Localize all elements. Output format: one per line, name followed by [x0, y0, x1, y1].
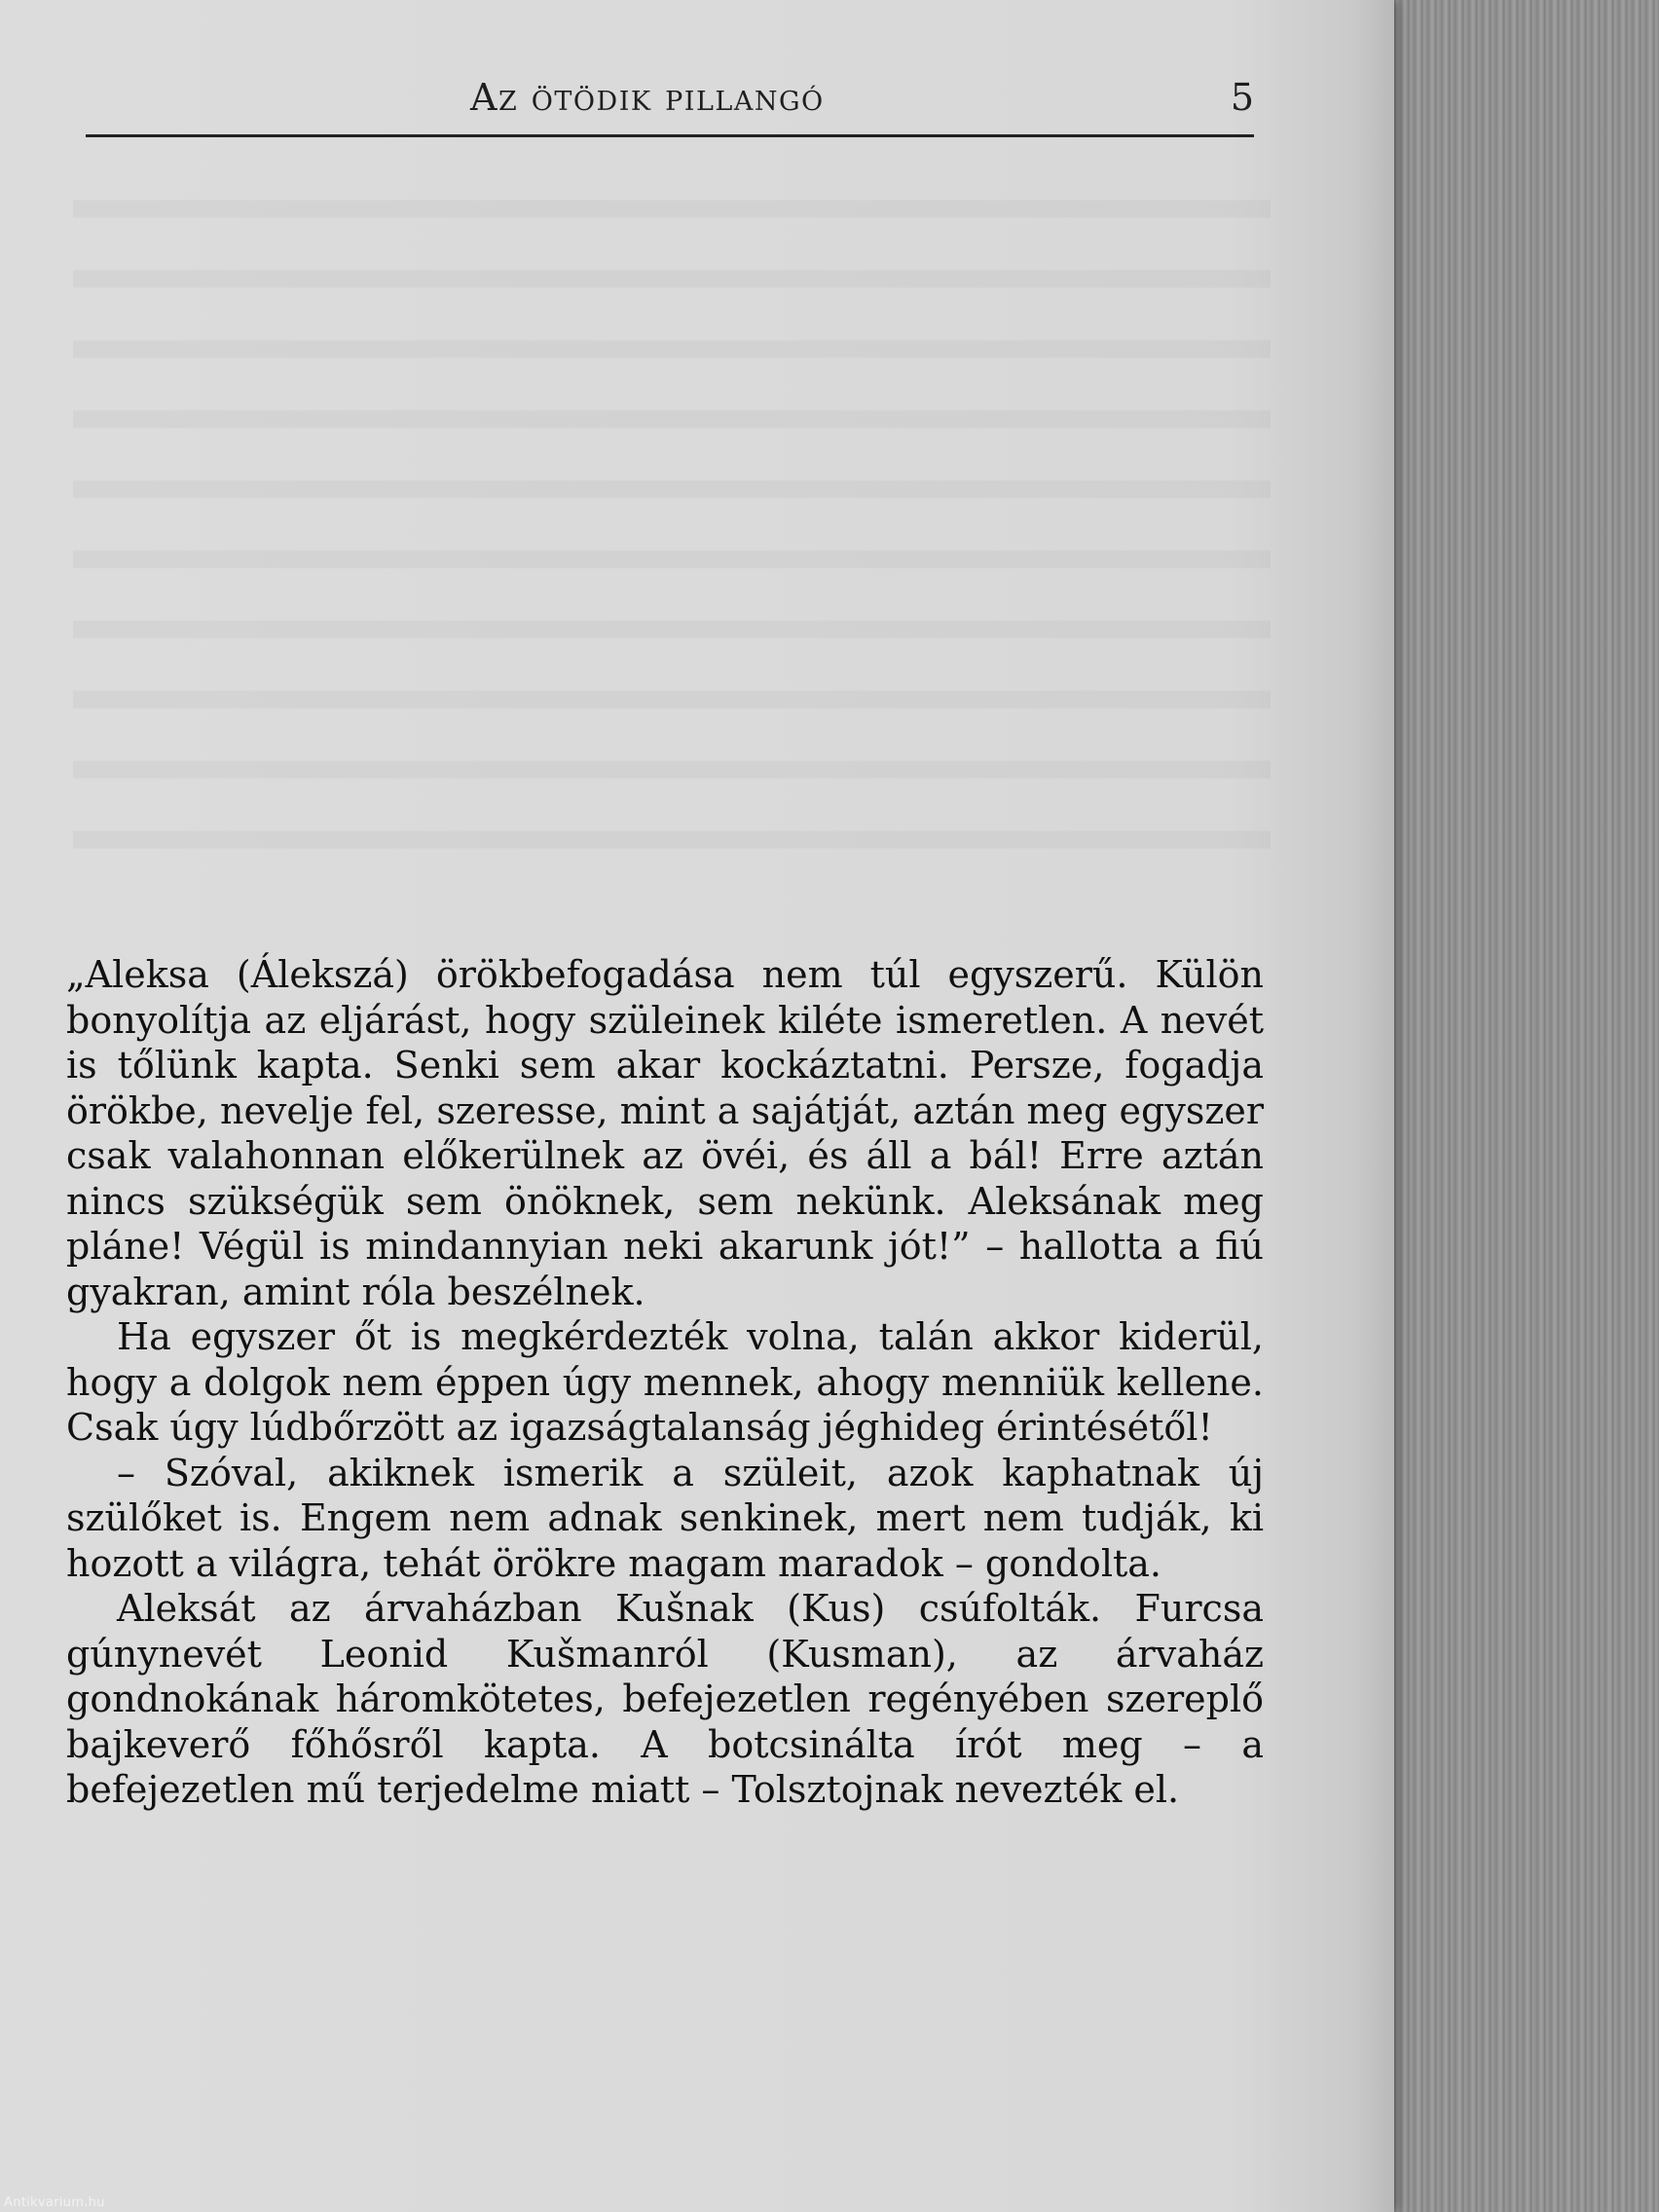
header-rule	[86, 134, 1254, 137]
page-number: 5	[1230, 76, 1254, 119]
paragraph-4: Aleksát az árvaházban Kušnak (Kus) csúfolták. Furcsa gúnynevét Leonid Kušmanról (Kusman), az árvaház gondnokának háromkötetes, befejezetlen regényében szereplő bajkeverő főhősről kapta. A botcsinálta írót meg – a befejezetlen mű terjedelme miatt – Tolsztojnak nevezték el.	[66, 1587, 1264, 1811]
watermark: Antikvarium.hu	[4, 2195, 105, 2210]
running-head	[86, 76, 1254, 134]
page-edge	[1394, 0, 1659, 2212]
paragraph-3: – Szóval, akiknek ismerik a szüleit, azok kaphatnak új szülőket is. Engem nem adnak senkinek, mert nem tudják, ki hozott a világra, tehát örökre magam maradok – gondolta.	[66, 1451, 1264, 1585]
paragraph-2: Ha egyszer őt is megkérdezték volna, talán akkor kiderül, hogy a dolgok nem éppen úgy mennek, ahogy menniük kellene. Csak úgy lúdbőrzött az igazságtalanság jéghideg érintésétől!	[66, 1315, 1264, 1449]
paragraph-1: „Aleksa (Álekszá) örökbefogadása nem túl egyszerű. Külön bonyolítja az eljárást, hogy szüleinek kiléte ismeretlen. A nevét is tőlünk kapta. Senki sem akar kockáztatni. Persze, fogadja örökbe, nevelje fel, szeresse, mint a sajátját, aztán meg egyszer csak valahonnan előkerülnek az övéi, és áll a bál! Erre aztán nincs szükségük sem önöknek, sem nekünk. Aleksának meg pláne! Végül is mindannyian neki akarunk jót!” – hallotta a fiú gyakran, amint róla beszélnek.	[66, 953, 1264, 1313]
running-title: Az ötödik pillangó	[470, 76, 825, 119]
body-text	[66, 952, 1264, 1813]
bleed-through-text	[73, 161, 1271, 901]
